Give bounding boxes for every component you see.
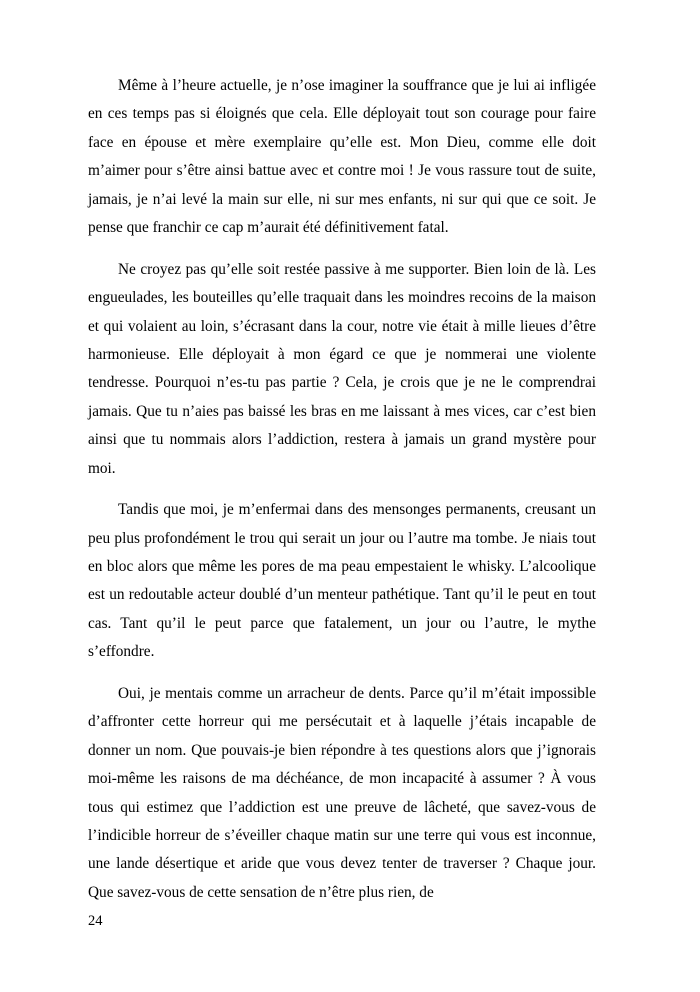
body-text xyxy=(88,72,596,907)
paragraph: Même à l’heure actuelle, je n’ose imaginer la souffrance que je lui ai infligée en ces temps pas si éloignés que cela. Elle déployait tout son courage pour faire face en épouse et mère exemplaire qu’elle est. Mon Dieu, comme elle doit m’aimer pour s’être ainsi battue avec et contre moi ! Je vous rassure tout de suite, jamais, je n’ai levé la main sur elle, ni sur mes enfants, ni sur qui que ce soit. Je pense que franchir ce cap m’aurait été définitivement fatal. xyxy=(88,77,596,237)
page-number: 24 xyxy=(88,913,103,929)
paragraph: Oui, je mentais comme un arracheur de dents. Parce qu’il m’était impossible d’affronter cette horreur qui me persécutait et à laquelle j’étais incapable de donner un nom. Que pouvais-je bien répondre à tes questions alors que j’ignorais moi-même les raisons de ma déchéance, de mon incapacité à assumer ? À vous tous qui estimez que l’addiction est une preuve de lâcheté, que savez-vous de l’indicible horreur de s’éveiller chaque matin sur une terre qui vous est inconnue, une lande désertique et aride que vous devez tenter de traverser ? Chaque jour. Que savez-vous de cette sensation de n’être plus rien, de xyxy=(88,684,596,901)
paragraph: Tandis que moi, je m’enfermai dans des mensonges permanents, creusant un peu plus profondément le trou qui serait un jour ou l’autre ma tombe. Je niais tout en bloc alors que même les pores de ma peau empestaient le whisky. L’alcoolique est un redoutable acteur doublé d’un menteur pathétique. Tant qu’il le peut en tout cas. Tant qu’il le peut parce que fatalement, un jour ou l’autre, le mythe s’effondre. xyxy=(88,501,596,661)
paragraph: Ne croyez pas qu’elle soit restée passive à me supporter. Bien loin de là. Les engueulades, les bouteilles qu’elle traquait dans les moindres recoins de la maison et qui volaient au loin, s’écrasant dans la cour, notre vie était à mille lieues d’être harmonieuse. Elle déployait à mon égard ce que je nommerai une violente tendresse. Pourquoi n’es-tu pas partie ? Cela, je crois que je ne le comprendrai jamais. Que tu n’aies pas baissé les bras en me laissant à mes vices, car c’est bien ainsi que tu nommais alors l’addiction, restera à jamais un grand mystère pour moi. xyxy=(88,260,596,477)
